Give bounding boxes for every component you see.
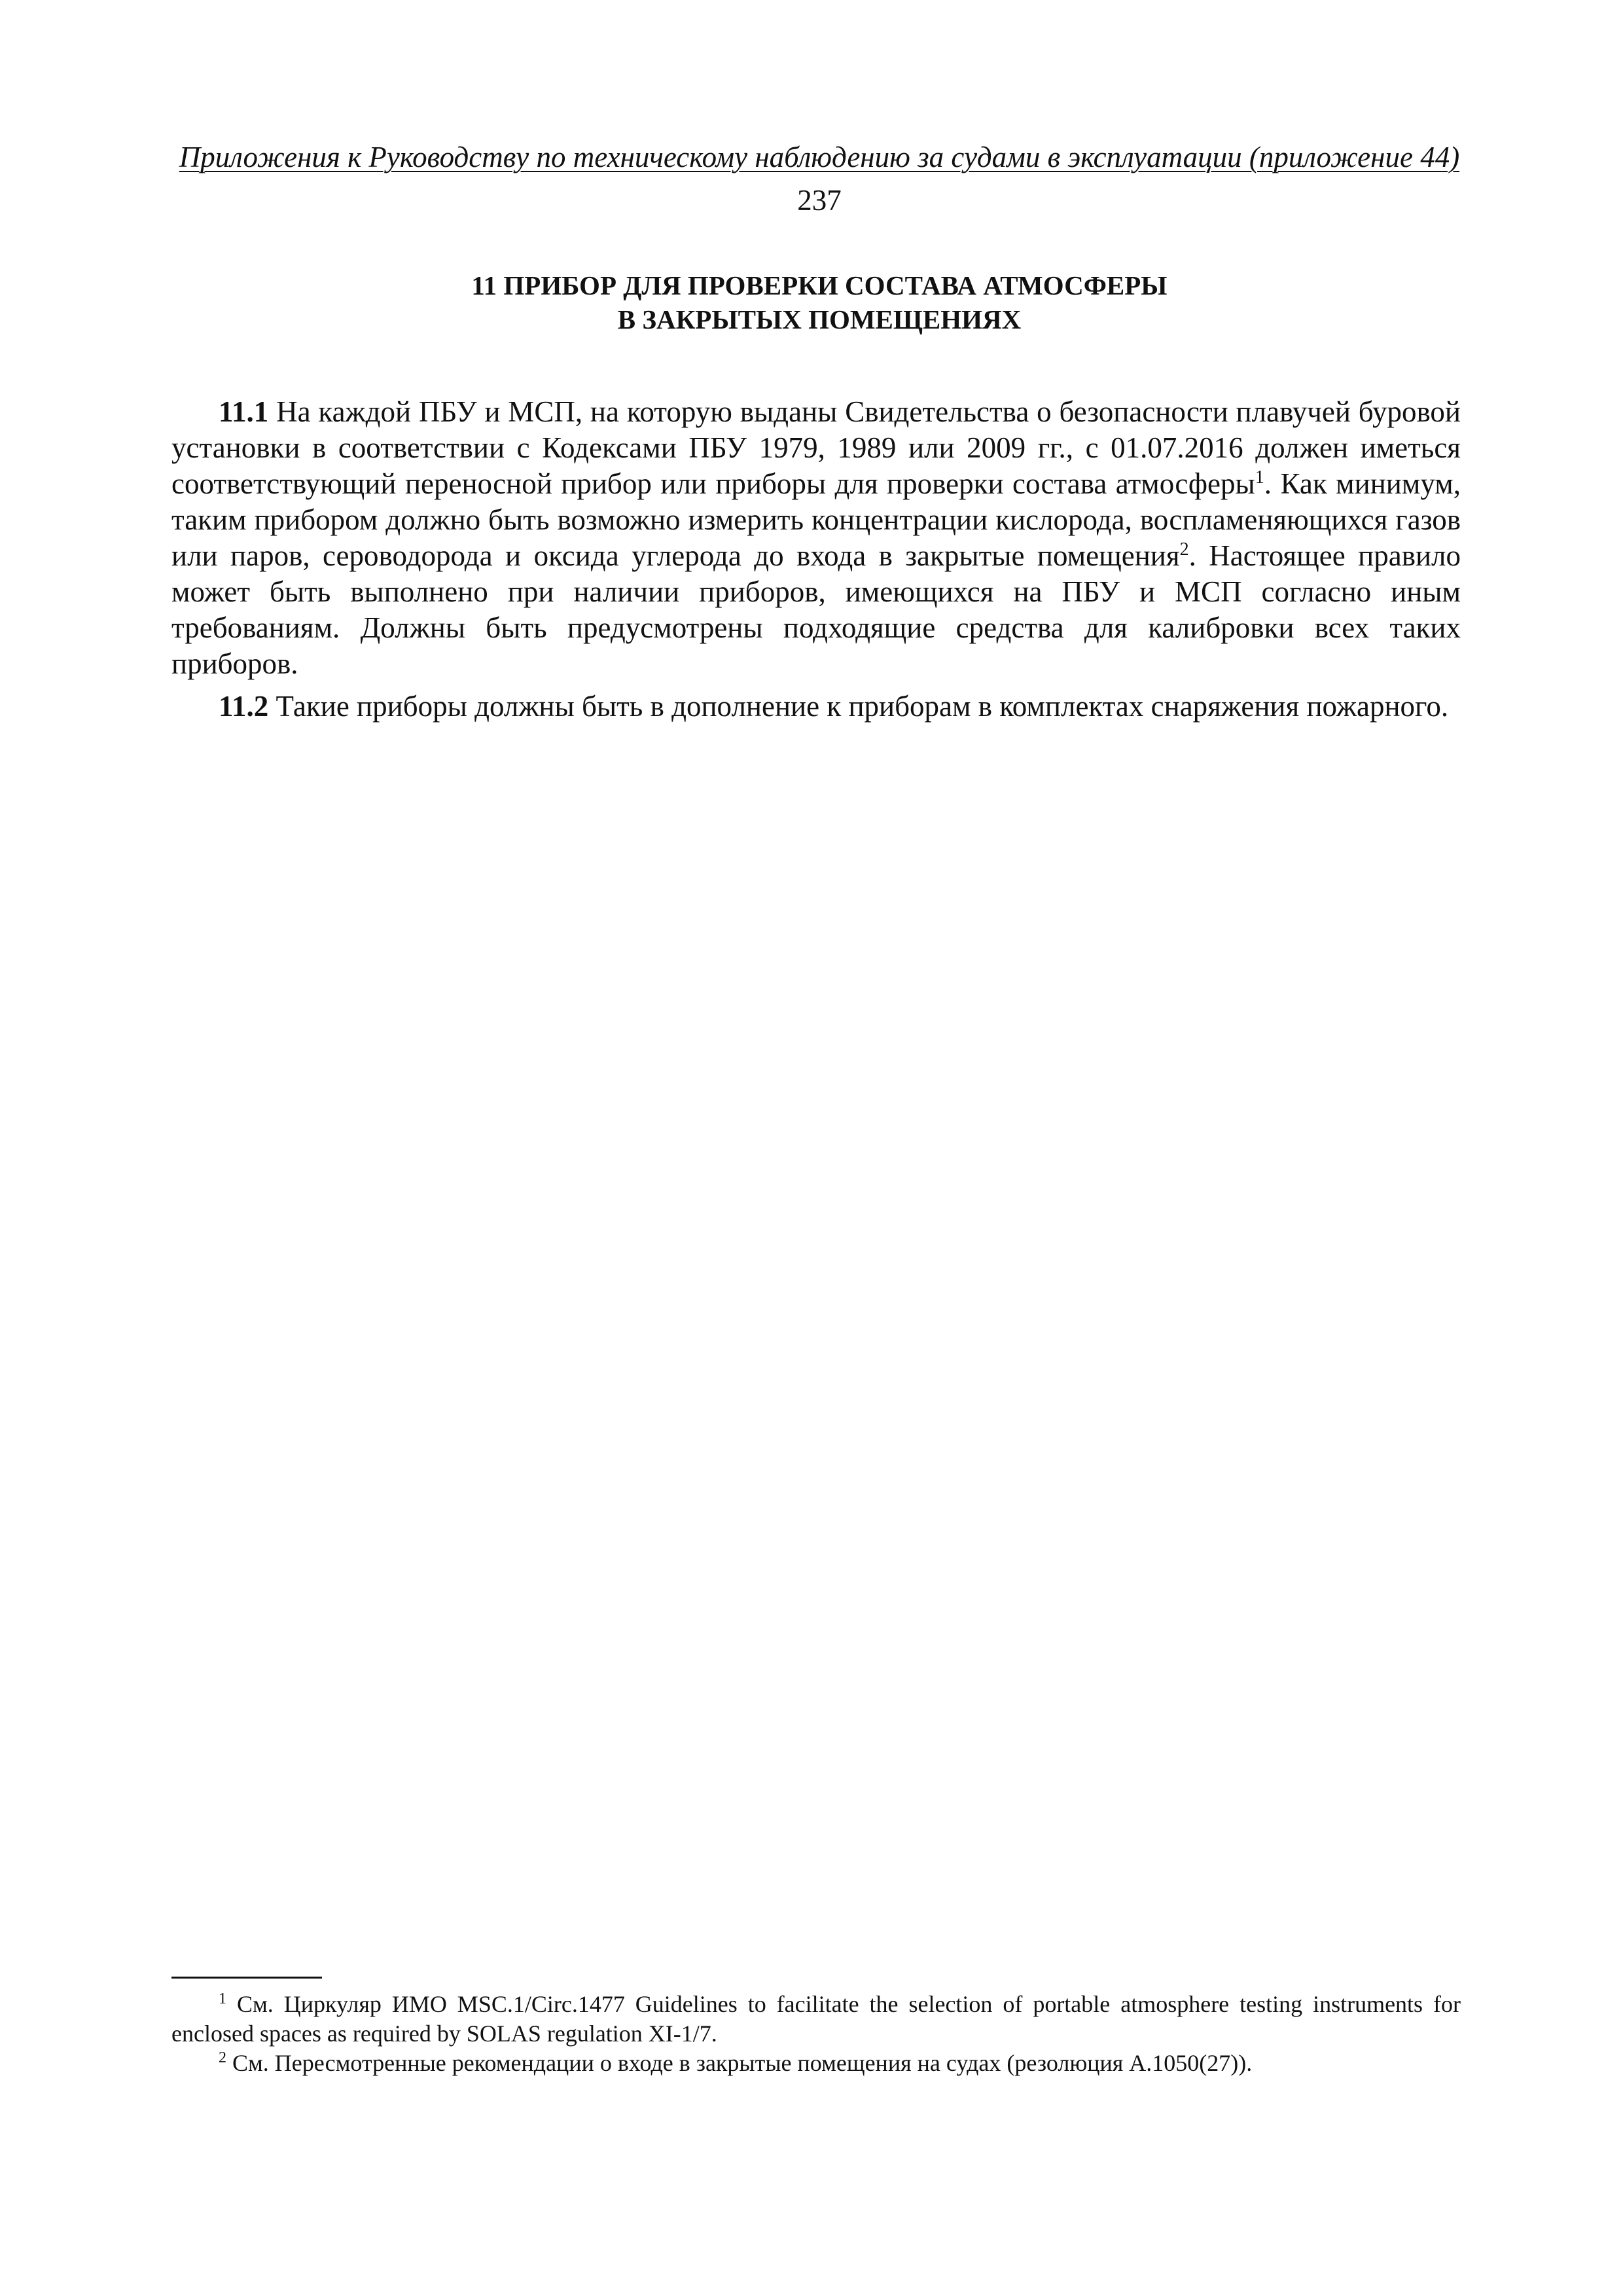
page-number: 237 xyxy=(797,184,842,217)
paragraph-11-2 xyxy=(171,689,1461,725)
footnote-1 xyxy=(171,1990,1461,2049)
footnote-2 xyxy=(171,2049,1461,2078)
footnote-ref-1[interactable]: 1 xyxy=(1255,467,1264,488)
running-header: Приложения к Руководству по техническому наблюдению за судами в эксплуатации (приложение 44) xyxy=(179,141,1460,173)
paragraph-text: На каждой ПБУ и МСП, на которую выданы Свидетельства о безопасности плавучей буровой установки в соответствии с Кодексами ПБУ 1979, 1989 или 2009 гг., с 01.07.2016 должен иметься соответствующий переносной прибор или приборы для проверки состава атмосферы xyxy=(171,395,1461,500)
footnote-text: См. Циркуляр ИМО MSC.1/Circ.1477 Guidelines to facilitate the selection of portable atmosphere testing instruments for enclosed spaces as required by SOLAS regulation XI-1/7. xyxy=(171,1991,1461,2047)
footnotes xyxy=(171,1990,1461,2078)
footnote-marker: 1 xyxy=(219,1990,226,2007)
paragraph-number: 11.1 xyxy=(219,395,269,428)
section-title-line-1: 11 ПРИБОР ДЛЯ ПРОВЕРКИ СОСТАВА АТМОСФЕРЫ xyxy=(471,270,1168,300)
footnote-ref-2[interactable]: 2 xyxy=(1179,539,1189,560)
footnote-text: См. Пересмотренные рекомендации о входе в закрытые помещения на судах (резолюция A.1050(27)). xyxy=(226,2050,1253,2076)
paragraph-text: . Настоящее правило может быть выполнено при наличии приборов, имеющихся на ПБУ и МСП согласно иным требованиям. Должны быть предусмотрены подходящие средства для калибровки всех таких приборов. xyxy=(171,539,1461,680)
paragraph-number: 11.2 xyxy=(219,690,269,723)
paragraph-11-1 xyxy=(171,394,1461,682)
section-title-line-2: В ЗАКРЫТЫХ ПОМЕЩЕНИЯХ xyxy=(617,304,1022,334)
paragraph-text: Такие приборы должны быть в дополнение к приборам в комплектах снаряжения пожарного. xyxy=(268,690,1449,723)
footnote-separator xyxy=(171,1977,322,1979)
section-title xyxy=(171,268,1467,336)
body-text xyxy=(171,394,1461,731)
footnote-marker: 2 xyxy=(219,2049,226,2066)
paragraph-text: . Как минимум, таким прибором должно быть возможно измерить концентрации кислорода, воспламеняющихся газов или паров, сероводорода и оксида углерода до входа в закрытые помещения xyxy=(171,467,1461,572)
